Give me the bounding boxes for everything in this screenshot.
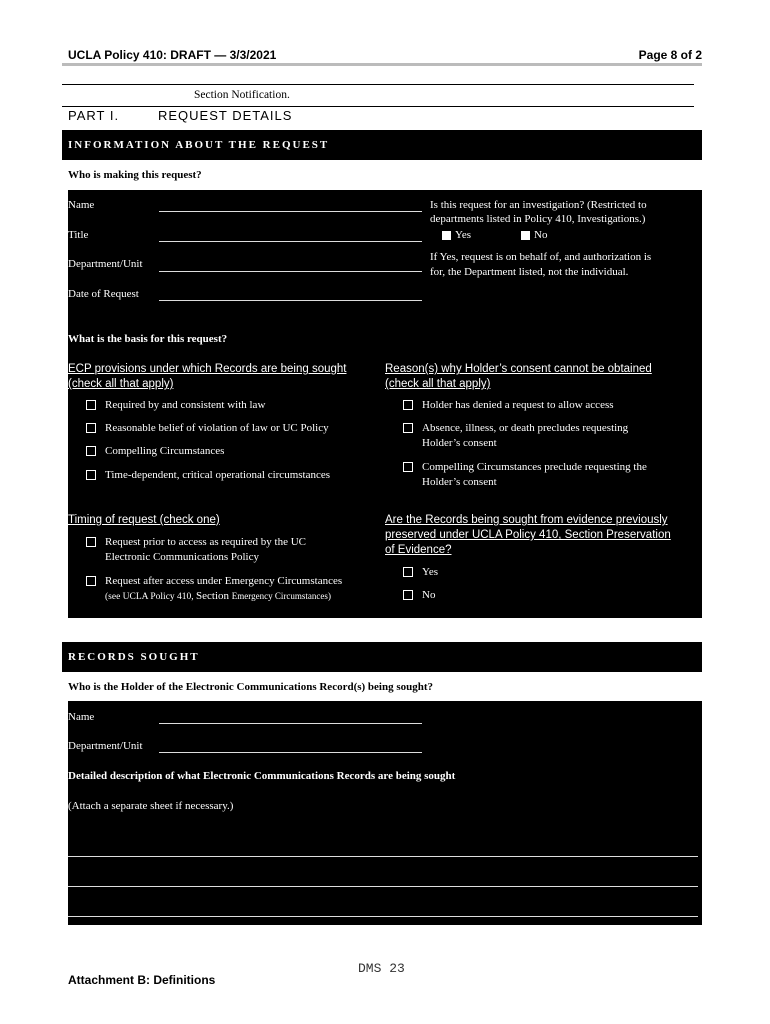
reason-checkbox-compelling[interactable] xyxy=(403,462,413,472)
records-block xyxy=(68,701,702,925)
ecp-checkbox-violation[interactable] xyxy=(86,423,96,433)
ecp-option-law: Required by and consistent with law xyxy=(105,399,266,411)
holder-department-label: Department/Unit xyxy=(68,740,143,752)
reason-option-denied: Holder has denied a request to allow access xyxy=(422,399,614,411)
evidence-question: Are the Records being sought from evidence previously xyxy=(385,514,668,526)
holder-name-field[interactable] xyxy=(159,723,422,724)
timing-title: Timing of request (check one) xyxy=(68,514,220,526)
name-label: Name xyxy=(68,199,95,211)
investigation-yes-checkbox[interactable] xyxy=(442,231,451,240)
header-title: UCLA Policy 410: DRAFT — 3/3/2021 xyxy=(68,48,277,62)
investigation-yes-label: Yes xyxy=(455,229,472,241)
requester-question: Who is making this request? xyxy=(68,169,202,181)
ecp-title: ECP provisions under which Records are being sought xyxy=(68,363,347,375)
description-line[interactable] xyxy=(68,916,698,917)
attach-note: (Attach a separate sheet if necessary.) xyxy=(68,800,234,812)
department-field[interactable] xyxy=(159,271,422,272)
evidence-yes-checkbox[interactable] xyxy=(403,567,413,577)
timing-note-c: Emergency Circumstances xyxy=(231,591,328,601)
reason-option-compelling: Compelling Circumstances preclude requesting the xyxy=(422,461,647,473)
investigation-question: Is this request for an investigation? (Restricted to xyxy=(430,199,647,211)
reasons-title-cont: (check all that apply) xyxy=(385,378,491,390)
investigation-question-cont: departments listed in Policy 410, Investigations.) xyxy=(430,213,646,225)
records-band-title: RECORDS SOUGHT xyxy=(68,651,200,663)
title-field[interactable] xyxy=(159,241,422,242)
ecp-option-compelling: Compelling Circumstances xyxy=(105,445,225,457)
investigation-no-checkbox[interactable] xyxy=(521,231,530,240)
page-number: Page 8 of 2 xyxy=(638,48,702,62)
ecp-title-cont: (check all that apply) xyxy=(68,378,174,390)
reason-option-absence: Absence, illness, or death precludes requesting xyxy=(422,422,629,434)
basis-question: What is the basis for this request? xyxy=(68,333,228,345)
ecp-checkbox-compelling[interactable] xyxy=(86,446,96,456)
holder-name-label: Name xyxy=(68,711,95,723)
evidence-no-checkbox[interactable] xyxy=(403,590,413,600)
evidence-yes-label: Yes xyxy=(422,566,439,578)
description-line[interactable] xyxy=(68,886,698,887)
header-rule xyxy=(62,63,702,66)
date-label: Date of Request xyxy=(68,288,139,300)
holder-question: Who is the Holder of the Electronic Communications Record(s) being sought? xyxy=(68,681,434,693)
evidence-question-cont: preserved under UCLA Policy 410, Section Preservation xyxy=(385,529,671,541)
evidence-question-end: of Evidence? xyxy=(385,544,452,556)
timing-option-after-cont xyxy=(105,589,331,605)
info-band-title: INFORMATION ABOUT THE REQUEST xyxy=(68,139,330,151)
reason-option-absence-cont: Holder’s consent xyxy=(422,437,497,449)
divider xyxy=(62,106,694,107)
document-code: DMS 23 xyxy=(358,961,405,976)
attachment-label: Attachment B: Definitions xyxy=(68,973,216,987)
ecp-checkbox-time-dependent[interactable] xyxy=(86,470,96,480)
section-note: Section Notification. xyxy=(194,89,290,101)
investigation-note-cont: for, the Department listed, not the individual. xyxy=(430,266,629,278)
reason-checkbox-absence[interactable] xyxy=(403,423,413,433)
timing-note-b: Section xyxy=(196,590,232,602)
holder-department-field[interactable] xyxy=(159,752,422,753)
investigation-no-label: No xyxy=(534,229,548,241)
timing-note-d: ) xyxy=(327,592,332,602)
timing-option-after: Request after access under Emergency Circumstances xyxy=(105,575,343,587)
info-band xyxy=(62,130,702,160)
investigation-note: If Yes, request is on behalf of, and authorization is xyxy=(430,251,652,263)
description-label: Detailed description of what Electronic Communications Records are being sought xyxy=(68,770,456,782)
records-band xyxy=(62,642,702,672)
description-line[interactable] xyxy=(68,856,698,857)
name-field[interactable] xyxy=(159,211,422,212)
date-field[interactable] xyxy=(159,300,422,301)
divider xyxy=(62,84,694,85)
reason-option-compelling-cont: Holder’s consent xyxy=(422,476,497,488)
timing-checkbox-after[interactable] xyxy=(86,576,96,586)
part-number: PART I. xyxy=(68,108,120,123)
timing-option-prior-cont: Electronic Communications Policy xyxy=(105,551,259,563)
reasons-title: Reason(s) why Holder’s consent cannot be obtained xyxy=(385,363,652,375)
part-title: REQUEST DETAILS xyxy=(158,108,293,123)
evidence-no-label: No xyxy=(422,589,436,601)
ecp-option-time-dependent: Time-dependent, critical operational circumstances xyxy=(105,469,331,481)
timing-checkbox-prior[interactable] xyxy=(86,537,96,547)
title-label: Title xyxy=(68,229,89,241)
timing-option-prior: Request prior to access as required by the UC xyxy=(105,536,306,548)
timing-note-a: (see UCLA Policy 410, xyxy=(105,592,197,602)
ecp-option-violation: Reasonable belief of violation of law or UC Policy xyxy=(105,422,329,434)
department-label: Department/Unit xyxy=(68,258,143,270)
ecp-checkbox-law[interactable] xyxy=(86,400,96,410)
reason-checkbox-denied[interactable] xyxy=(403,400,413,410)
